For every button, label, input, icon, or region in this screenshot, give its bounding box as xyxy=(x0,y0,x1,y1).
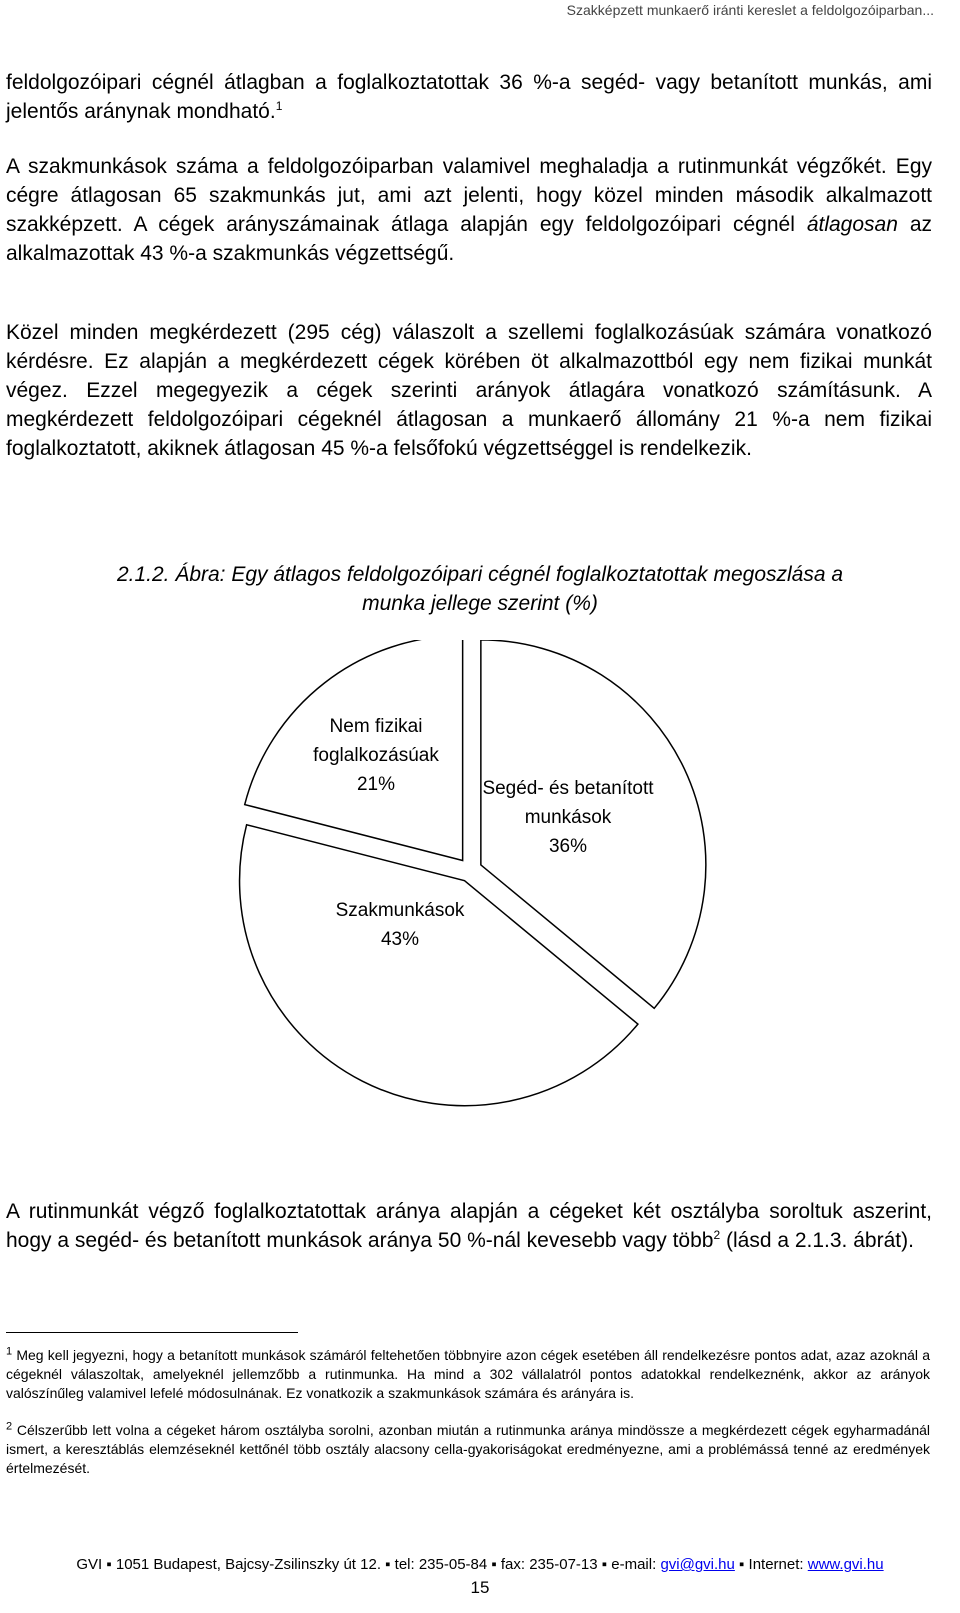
caption-line-1: 2.1.2. Ábra: Egy átlagos feldolgozóipari cégnél foglalkoztatottak megoszlása a xyxy=(116,563,844,586)
running-header: Szakképzett munkaerő iránti kereslet a feldolgozóiparban... xyxy=(566,2,934,18)
footnote-2 xyxy=(6,1421,930,1478)
footnote-1-text: Meg kell jegyezni, hogy a betanított munkások számáról feltehetően többnyire azon cégek esetében áll rendelkezésre pontos adat, azaz azoknál a cégeknél válaszoltak, amelyeknél jellemzőbb a rutinmunka. Ha mind a 302 vállalatról pontos adatokkal rendelkeznénk, akkor az arányok valószínűleg valamivel lefelé módosulnának. Ez vonatkozik a szakmunkások számára és arányára is. xyxy=(6,1347,930,1401)
pie-slices xyxy=(240,640,706,1106)
page-number: 15 xyxy=(470,1578,490,1597)
footnote-ref-1[interactable]: 1 xyxy=(275,99,283,113)
pie-chart xyxy=(0,640,960,1170)
paragraph-1-text: feldolgozóipari cégnél átlagban a foglalkoztatottak 36 %-a segéd- vagy betanított munkás, ami jelentős aránynak mondható. xyxy=(6,71,932,123)
footnote-1-number: 1 xyxy=(6,1345,13,1358)
footer-email-link[interactable]: gvi@gvi.hu xyxy=(660,1556,735,1573)
footnote-2-number: 2 xyxy=(6,1420,13,1433)
caption-line-2: munka jellege szerint (%) xyxy=(362,592,598,615)
footnote-ref-2[interactable]: 2 xyxy=(713,1228,721,1242)
paragraph-4-text-b: (lásd a 2.1.3. ábrát). xyxy=(725,1229,914,1252)
paragraph-1 xyxy=(6,68,932,126)
paragraph-2 xyxy=(6,152,932,268)
paragraph-2-text-a: A szakmunkások száma a feldolgozóiparban valamivel meghaladja a rutinmunkát végzőkét. Egy cégre átlagosan 65 szakmunkás jut, ami azt jelenti, hogy közel minden második alkalmazott szakképzett. A cégek arányszámainak átlaga alapján egy feldolgozóipari cégnél xyxy=(6,155,932,236)
slice-nem-fizikai-label: Nem fizikai foglalkozásúak 21% xyxy=(313,716,439,795)
paragraph-4 xyxy=(6,1197,932,1255)
footer-website-link[interactable]: www.gvi.hu xyxy=(807,1556,884,1573)
figure-caption xyxy=(0,560,960,618)
footer-internet-label: ▪ Internet: xyxy=(739,1556,804,1573)
slice-seged-betanitott-label: Segéd- és betanított munkások 36% xyxy=(482,778,654,857)
paragraph-3: Közel minden megkérdezett (295 cég) válaszolt a szellemi foglalkozásúak számára vonatkozó kérdésre. Ez alapján a megkérdezett cégek körében öt alkalmazottból egy nem fizikai munkát végez. Ezzel megegyezik a cégek szerinti arányok átlagára vonatkozó számításunk. A megkérdezett feldolgozóipari cégeknél átlagosan a munkaerő állomány 21 %-a nem fizikai foglalkoztatott, akiknek átlagosan 45 %-a felsőfokú végzettséggel is rendelkezik. xyxy=(6,321,932,460)
paragraph-4-text-a: A rutinmunkát végző foglalkoztatottak aránya alapján a cégeket két osztályba soroltuk aszerint, hogy a segéd- és betanított munkások aránya 50 %-nál kevesebb vagy több xyxy=(6,1200,932,1252)
footnote-1 xyxy=(6,1346,930,1403)
paragraph-2-italic: átlagosan xyxy=(806,213,898,236)
slice-szakmunkasok-label: Szakmunkások 43% xyxy=(335,900,465,950)
footnote-2-text: Célszerűbb lett volna a cégeket három osztályba sorolni, azonban miután a rutinmunka aránya mindössze a megkérdezett cégek egyharmadánál ismert, a keresztáblás elemzéseknél kettőnél több osztály alacsony cella-gyakoriságokat eredményezne, ami a problémássá tenné az eredmények értelmezését. xyxy=(6,1422,930,1476)
page-footer xyxy=(0,1556,960,1573)
paragraph-2-text-b: az alkalmazottak 43 %-a szakmunkás végzettségű. xyxy=(6,213,933,265)
footnote-separator xyxy=(6,1332,298,1333)
footer-contact: GVI ▪ 1051 Budapest, Bajcsy-Zsilinszky út 12. ▪ tel: 235-05-84 ▪ fax: 235-07-13 ▪ e-mail: xyxy=(76,1556,657,1573)
